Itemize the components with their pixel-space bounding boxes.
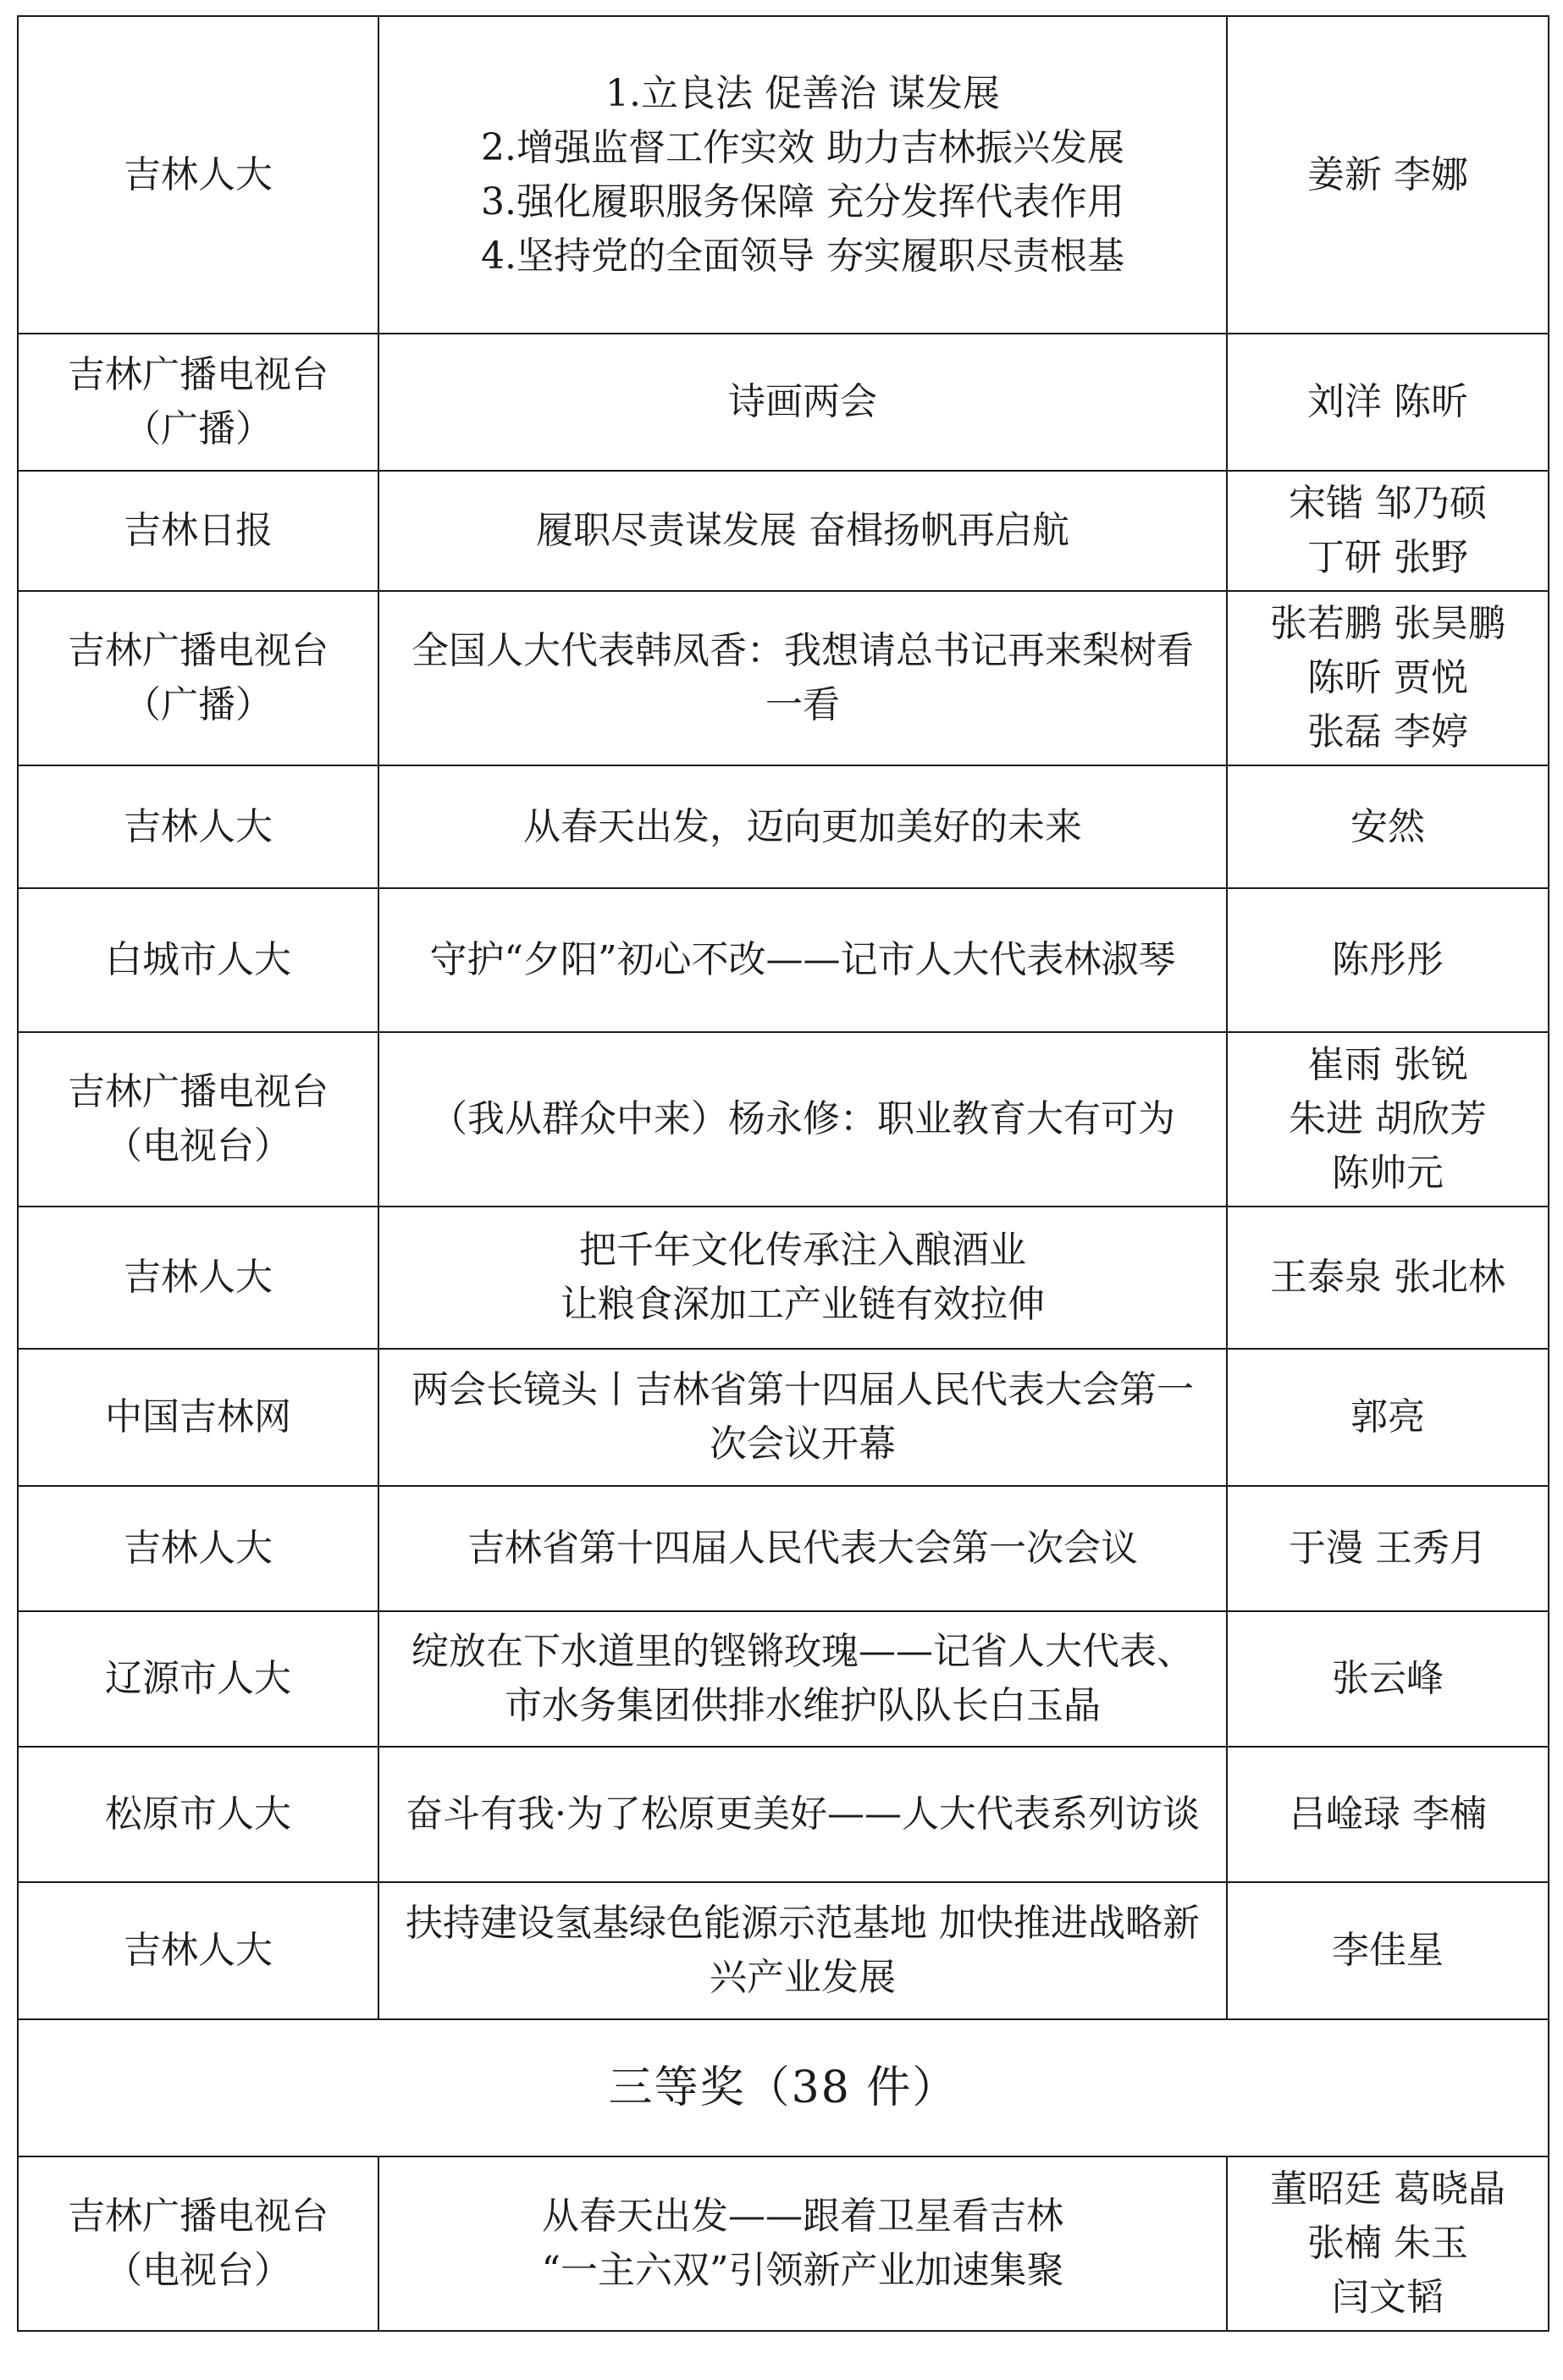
title-cell bbox=[378, 1207, 1227, 1349]
unit-text: 辽源市人大 bbox=[105, 1657, 291, 1700]
author-cell bbox=[1227, 1349, 1549, 1486]
title-text: 把千年文化传承注入酿酒业 bbox=[579, 1229, 1026, 1272]
table-row bbox=[18, 471, 1549, 591]
award-table bbox=[17, 15, 1549, 2332]
table-row bbox=[18, 1882, 1549, 2019]
award-table-body bbox=[18, 16, 1549, 2331]
title-text: 绽放在下水道里的铿锵玫瑰——记省人大代表、市水务集团供排水维护队队长白玉晶 bbox=[411, 1630, 1194, 1727]
unit-cell bbox=[18, 765, 378, 888]
author-text: 闫文韬 bbox=[1332, 2276, 1444, 2319]
unit-text: （广播） bbox=[124, 407, 273, 450]
table-row bbox=[18, 765, 1549, 888]
title-text: 2.增强监督工作实效 助力吉林振兴发展 bbox=[481, 125, 1124, 169]
author-text: 刘洋 陈昕 bbox=[1307, 380, 1468, 423]
author-cell bbox=[1227, 1882, 1549, 2019]
table-row bbox=[18, 2156, 1549, 2331]
title-text: 守护“夕阳”初心不改——记市人大代表林淑琴 bbox=[429, 938, 1176, 981]
author-cell bbox=[1227, 1032, 1549, 1207]
unit-cell bbox=[18, 1349, 378, 1486]
author-text: 宋锴 邹乃硕 bbox=[1289, 482, 1487, 525]
title-text: 让粮食深加工产业链有效拉伸 bbox=[561, 1283, 1045, 1326]
title-text: 从春天出发，迈向更加美好的未来 bbox=[523, 804, 1082, 848]
author-text: 朱进 胡欣芳 bbox=[1289, 1097, 1487, 1140]
unit-cell bbox=[18, 1611, 378, 1747]
table-row bbox=[18, 334, 1549, 471]
title-text: 1.立良法 促善治 谋发展 bbox=[605, 71, 1000, 115]
table-row bbox=[18, 888, 1549, 1032]
unit-cell bbox=[18, 334, 378, 471]
table-row bbox=[18, 1611, 1549, 1747]
unit-cell bbox=[18, 1486, 378, 1611]
unit-cell bbox=[18, 1747, 378, 1882]
unit-cell bbox=[18, 888, 378, 1032]
unit-text: 吉林人大 bbox=[124, 152, 273, 196]
title-text: 4.坚持党的全面领导 夯实履职尽责根基 bbox=[481, 234, 1124, 278]
title-cell bbox=[378, 765, 1227, 888]
title-text: “一主六双”引领新产业加速集聚 bbox=[541, 2249, 1064, 2292]
author-cell bbox=[1227, 2156, 1549, 2331]
author-text: 吕崯琭 李楠 bbox=[1289, 1792, 1487, 1836]
author-cell bbox=[1227, 1747, 1549, 1882]
author-text: 李佳星 bbox=[1332, 1929, 1444, 1972]
title-text: 吉林省第十四届人民代表大会第一次会议 bbox=[467, 1527, 1138, 1570]
author-cell bbox=[1227, 334, 1549, 471]
author-text: 张云峰 bbox=[1332, 1657, 1444, 1700]
title-text: 从春天出发——跟着卫星看吉林 bbox=[542, 2195, 1063, 2238]
title-text: 扶持建设氢基绿色能源示范基地 加快推进战略新兴产业发展 bbox=[406, 1902, 1200, 1999]
author-cell bbox=[1227, 1486, 1549, 1611]
unit-text: 白城市人大 bbox=[105, 938, 291, 981]
title-cell bbox=[378, 1486, 1227, 1611]
author-cell bbox=[1227, 16, 1549, 334]
author-text: 陈昕 贾悦 bbox=[1307, 656, 1468, 699]
section-header: 三等奖（38 件） bbox=[18, 2019, 1549, 2156]
table-row bbox=[18, 1349, 1549, 1486]
author-text: 张磊 李婷 bbox=[1307, 710, 1468, 754]
title-text: 3.强化履职服务保障 充分发挥代表作用 bbox=[481, 179, 1124, 224]
author-text: 崔雨 张锐 bbox=[1307, 1043, 1468, 1086]
table-row bbox=[18, 1032, 1549, 1207]
title-cell bbox=[378, 1747, 1227, 1882]
author-text: 陈彤彤 bbox=[1332, 938, 1444, 981]
title-text: 两会长镜头丨吉林省第十四届人民代表大会第一次会议开幕 bbox=[411, 1368, 1194, 1466]
section-header-row bbox=[18, 2019, 1549, 2156]
table-row bbox=[18, 1207, 1549, 1349]
author-text: 郭亮 bbox=[1350, 1395, 1425, 1438]
unit-text: 松原市人大 bbox=[105, 1792, 291, 1836]
unit-text: 吉林广播电视台 bbox=[68, 2195, 329, 2238]
title-text: 诗画两会 bbox=[728, 380, 877, 423]
unit-text: 吉林人大 bbox=[124, 1256, 273, 1299]
unit-cell bbox=[18, 2156, 378, 2331]
title-cell bbox=[378, 471, 1227, 591]
unit-cell bbox=[18, 471, 378, 591]
table-row bbox=[18, 16, 1549, 334]
table-row bbox=[18, 1747, 1549, 1882]
unit-text: 吉林日报 bbox=[124, 509, 273, 552]
author-text: 张楠 朱玉 bbox=[1307, 2222, 1468, 2265]
author-text: 安然 bbox=[1350, 804, 1425, 848]
unit-text: 吉林人大 bbox=[124, 804, 273, 848]
author-cell bbox=[1227, 1207, 1549, 1349]
author-text: 姜新 李娜 bbox=[1307, 152, 1468, 196]
title-cell bbox=[378, 1349, 1227, 1486]
unit-text: 中国吉林网 bbox=[105, 1395, 291, 1438]
title-text: 全国人大代表韩凤香：我想请总书记再来梨树看一看 bbox=[411, 629, 1194, 726]
unit-text: 吉林广播电视台 bbox=[68, 1070, 329, 1113]
author-text: 丁研 张野 bbox=[1307, 536, 1468, 579]
title-cell bbox=[378, 1882, 1227, 2019]
table-row bbox=[18, 1486, 1549, 1611]
title-cell bbox=[378, 2156, 1227, 2331]
title-cell bbox=[378, 888, 1227, 1032]
title-cell bbox=[378, 1032, 1227, 1207]
author-cell bbox=[1227, 471, 1549, 591]
unit-text: （广播） bbox=[124, 683, 273, 726]
author-cell bbox=[1227, 591, 1549, 765]
title-text: 履职尽责谋发展 奋楫扬帆再启航 bbox=[536, 509, 1069, 552]
unit-cell bbox=[18, 16, 378, 334]
author-cell bbox=[1227, 1611, 1549, 1747]
unit-text: 吉林广播电视台 bbox=[68, 629, 329, 672]
table-row bbox=[18, 591, 1549, 765]
title-text: 奋斗有我·为了松原更美好——人大代表系列访谈 bbox=[406, 1792, 1200, 1836]
unit-cell bbox=[18, 1207, 378, 1349]
unit-cell bbox=[18, 1882, 378, 2019]
unit-cell bbox=[18, 591, 378, 765]
author-text: 陈帅元 bbox=[1332, 1151, 1444, 1195]
unit-cell bbox=[18, 1032, 378, 1207]
author-cell bbox=[1227, 888, 1549, 1032]
author-text: 于漫 王秀月 bbox=[1289, 1527, 1487, 1570]
title-text: （我从群众中来）杨永修：职业教育大有可为 bbox=[430, 1097, 1175, 1140]
title-cell bbox=[378, 591, 1227, 765]
author-text: 王泰泉 张北林 bbox=[1270, 1256, 1505, 1299]
unit-text: 吉林人大 bbox=[124, 1527, 273, 1570]
unit-text: （电视台） bbox=[105, 1124, 291, 1168]
title-cell bbox=[378, 16, 1227, 334]
unit-text: 吉林人大 bbox=[124, 1929, 273, 1972]
unit-text: 吉林广播电视台 bbox=[68, 353, 329, 396]
author-text: 董昭廷 葛晓晶 bbox=[1270, 2167, 1505, 2211]
title-cell bbox=[378, 1611, 1227, 1747]
unit-text: （电视台） bbox=[105, 2249, 291, 2292]
author-cell bbox=[1227, 765, 1549, 888]
title-cell bbox=[378, 334, 1227, 471]
author-text: 张若鹏 张昊鹏 bbox=[1270, 602, 1505, 645]
